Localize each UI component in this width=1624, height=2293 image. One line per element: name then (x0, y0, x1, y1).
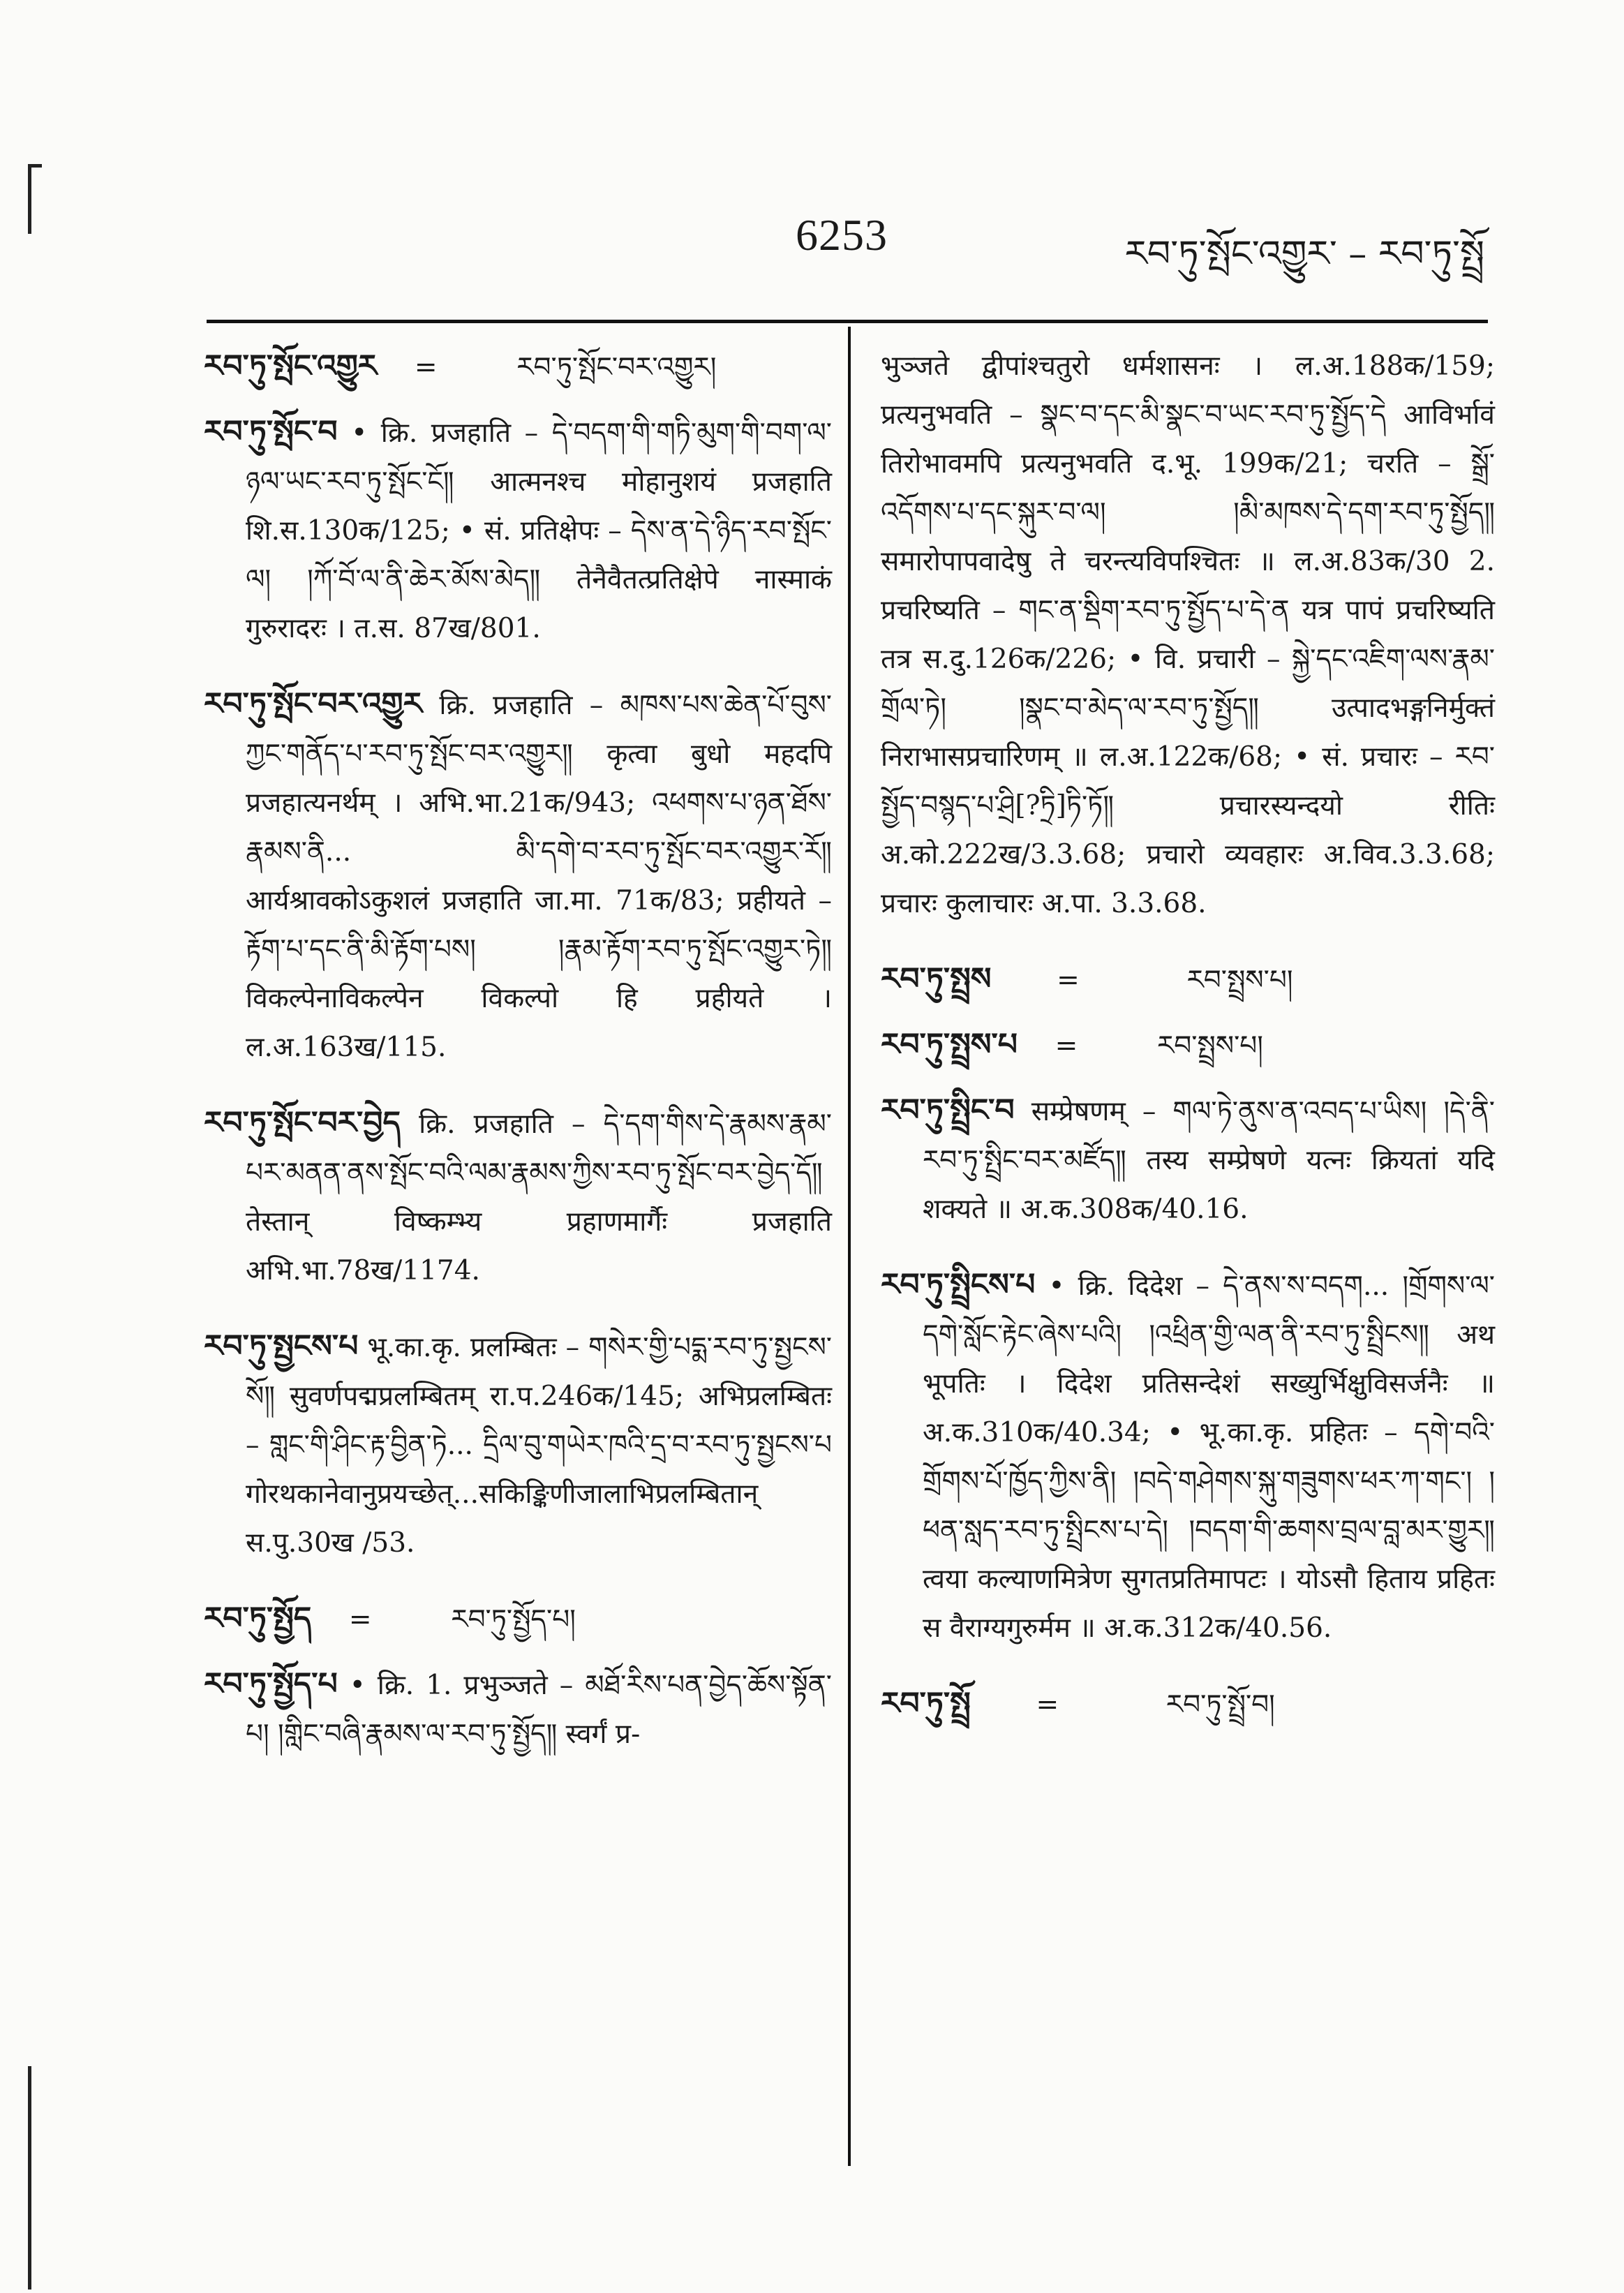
column-rule (848, 327, 851, 2166)
dictionary-entry (204, 1099, 832, 1296)
headword: རབ་ཏུ་སྤྱོད (204, 1601, 312, 1636)
page-number: 6253 (796, 210, 888, 260)
margin-mark (28, 2066, 31, 2290)
headword: རབ་ཏུ་སྤྲས་པ (881, 1027, 1018, 1062)
dictionary-entry (204, 342, 832, 392)
headword: རབ་ཏུ་སྤོང་བར་བྱེད (204, 1105, 401, 1141)
right-column (881, 342, 1495, 1745)
entry-body: • क्रि. दिदेश – དེ་ནས་ས་བདག... །གྲོགས་ལ་དགེ་སློང་རྟེང་ཞེས་པའི། །འཕྲིན་གྱི་ལན་ནི་རབ་ཏུ་སྤྲིངས༎ अथ भूपतिः । दिदेश प्रतिसन्देशं सख्युर्भिक्षुविसर्जनैः ॥ अ.क.310क/40.34; • भू.का.कृ. प्रहितः – དགེ་བའི་གྲོགས་པོ་ཁྱོད་ཀྱིས་ནི། །བདེ་གཤེགས་སྐུ་གཟུགས་ཕར་ཀ་གང་། །ཕན་སླད་རབ་ཏུ་སྤྲིངས་པ་དེ། །བདག་གི་ཆགས་བྲལ་བླ་མར་གྱུར༎ त्वया कल्याणमित्रेण सुगतप्रतिमापटः । योऽसौ हिताय प्रहितः स वैराग्यगुरुर्मम ॥ अ.क.312क/40.56. (923, 1270, 1495, 1644)
headword: རབ་ཏུ་སྤྲིང་བ (881, 1092, 1015, 1128)
equals-sign: = (1036, 1689, 1059, 1721)
headword: རབ་ཏུ་སྤོང་བར་འགྱུར (204, 686, 423, 722)
headword: རབ་ཏུ་སྤྲས (881, 961, 992, 997)
equals-sign: = (1057, 965, 1080, 996)
entry-body: सम्प्रेषणम् – གལ་ཏེ་ནུས་ན་འབད་པ་ཡིས། །དེ་ནི་རབ་ཏུ་སྤྲིང་བར་མཛོད༎ तस्य सम्प्रेषणे यत्नः क्रियतां यदि शक्यते ॥ अ.क.308क/40.16. (923, 1096, 1495, 1225)
entry-body: भू.का.कृ. प्रलम्बितः – གསེར་གྱི་པདྨ་རབ་ཏུ་སྤྱངས་སོ༎ सुवर्णपद्मप्रलम्बितम् रा.प.246क/145; अभिप्रलम्बितः – གླང་གི་ཤིང་རྟ་བྱིན་ཏེ... དྲིལ་བུ་གཡེར་ཁའི་དྲ་བ་རབ་ཏུ་སྤྱངས་པ गोरथकानेवानुप्रयच्छेत्...सकिङ्किणीजालाभिप्रलम्बितान् स.पु.30ख /53. (246, 1332, 832, 1559)
dictionary-entry (881, 1086, 1495, 1234)
dictionary-entry-continuation (881, 342, 1495, 928)
dictionary-entry (204, 408, 832, 653)
running-head: རབ་ཏུ་སྤོང་འགྱུར་ – རབ་ཏུ་སྤྲོ (1124, 233, 1484, 275)
entry-body: རབ་སྤྲས་པ། (1156, 1030, 1263, 1062)
entry-body: རབ་སྤྲས་པ། (1186, 965, 1293, 996)
entry-body: རབ་ཏུ་སྤྲོ་བ། (1165, 1689, 1275, 1721)
entry-body: भुञ्जते द्वीपांश्चतुरो धर्मशासनः । ल.अ.188क/159; प्रत्यनुभवति – སྣང་བ་དང་མི་སྣང་བ་ཡང་རབ་ཏུ་སྤྱོད་དེ आविर्भावं तिरोभावमपि प्रत्यनुभवति द.भू. 199क/21; चरति – སྒྲོ་འདོགས་པ་དང་སྐུར་བ་ལ། །མི་མཁས་དེ་དག་རབ་ཏུ་སྤྱོད༎ समारोपापवादेषु ते चरन्त्यविपश्चितः ॥ ल.अ.83क/30 2. प्रचरिष्यति – གང་ན་སྡིག་རབ་ཏུ་སྤྱོད་པ་དེ་ན यत्र पापं प्रचरिष्यति तत्र स.दु.126क/226; • वि. प्रचारी – སྐྱེ་དང་འཇིག་ལས་རྣམ་གྲོལ་ཏེ། །སྣང་བ་མེད་ལ་རབ་ཏུ་སྤྱོད༎ उत्पादभङ्गनिर्मुक्तं निराभासप्रचारिणम् ॥ ल.अ.122क/68; • सं. प्रचारः – རབ་སྤྱོད་བསྙད་པ་ཤྲི[?ཏྲི]ཏི་ཏོ༎ प्रचारस्यन्दयो रीतिः अ.को.222ख/3.3.68; प्रचारो व्यवहारः अ.विव.3.3.68; प्रचारः कुलाचारः अ.पा. 3.3.68. (881, 350, 1495, 919)
dictionary-entry (204, 1594, 832, 1645)
headword: རབ་ཏུ་སྤྱོད་པ (204, 1666, 338, 1702)
dictionary-entry (881, 955, 1495, 1005)
dictionary-entry (204, 680, 832, 1072)
entry-body: • क्रि. प्रजहाति – དེ་བདག་གི་གཏི་མུག་གི་བག་ལ་ཉལ་ཡང་རབ་ཏུ་སྤོང་ངོ༎ आत्मनश्च मोहानुशयं प्रजहाति शि.स.130क/125; • सं. प्रतिक्षेपः – དེས་ན་དེ་ཉིད་རབ་སྤོང་ལ། །ཀོ་བོ་ལ་ནི་ཆེར་མོས་མེད༎ तेनैवैतत्प्रतिक्षेपे नास्माकं गुरुरादरः । त.स. 87ख/801. (246, 417, 833, 644)
page-header (0, 0, 1624, 307)
entry-body: क्रि. प्रजहाति – དེ་དག་གིས་དེ་རྣམས་རྣམ་པར་མནན་ནས་སྤོང་བའི་ལམ་རྣམས་ཀྱིས་རབ་ཏུ་སྤོང་བར་བྱེད་དོ༎ तेस्तान् विष्कम्भ्य प्रहाणमार्गैः प्रजहाति अभि.भा.78ख/1174. (246, 1108, 832, 1286)
headword: རབ་ཏུ་སྤྲིངས་པ (881, 1267, 1036, 1303)
left-column (204, 342, 832, 1786)
dictionary-entry (204, 1660, 832, 1759)
header-rule (207, 320, 1488, 323)
equals-sign: = (414, 352, 438, 383)
dictionary-entry (204, 1322, 832, 1568)
dictionary-entry (881, 1261, 1495, 1653)
entry-body: क्रि. प्रजहाति – མཁས་པས་ཆེན་པོ་བུས་ཀྱང་གནོད་པ་རབ་ཏུ་སྤོང་བར་འགྱུར༎ कृत्वा बुधो महदपि प्रजहात्यनर्थम् । अभि.भा.21क/943; འཕགས་པ་ཉན་ཐོས་རྣམས་ནི... མི་དགེ་བ་རབ་ཏུ་སྤོང་བར་འགྱུར་རོ༎ आर्यश्रावकोऽकुशलं प्रजहाति जा.मा. 71क/83; प्रहीयते – རྟོག་པ་དང་ནི་མི་རྟོག་པས། །རྣམ་རྟོག་རབ་ཏུ་སྤོང་འགྱུར་ཏེ༎ विकल्पेनाविकल्पेन विकल्पो हि प्रहीयते । ल.अ.163ख/115. (246, 690, 832, 1063)
headword: རབ་ཏུ་སྤྱངས་པ (204, 1328, 359, 1364)
entry-body: • क्रि. 1. प्रभुञ्जते – མཐོ་རིས་པན་བྱེད་ཆོས་སྟོན་པ། །གླིང་བཞི་རྣམས་ལ་རབ་ཏུ་སྤྱོད༎ स्वर्गं प्र- (246, 1670, 832, 1750)
headword: རབ་ཏུ་སྤོང་འགྱུར (204, 348, 378, 384)
equals-sign: = (1055, 1030, 1078, 1062)
entry-body: རབ་ཏུ་སྤྱོད་པ། (451, 1604, 576, 1635)
headword: རབ་ཏུ་སྤོང་བ (204, 414, 338, 450)
equals-sign: = (348, 1604, 372, 1635)
entry-body: རབ་ཏུ་སྤོང་བར་འགྱུར། (516, 352, 717, 383)
dictionary-entry (881, 1021, 1495, 1071)
dictionary-entry (881, 1679, 1495, 1730)
headword: རབ་ཏུ་སྤྲོ (881, 1686, 971, 1721)
